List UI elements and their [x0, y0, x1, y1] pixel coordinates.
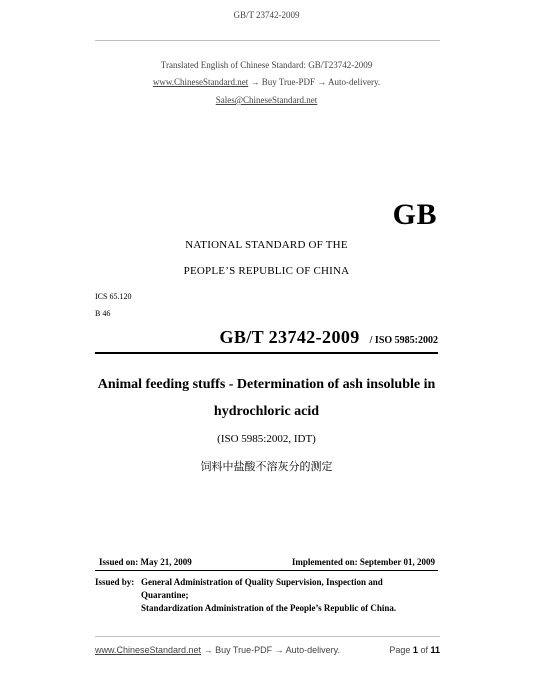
- page-indicator: [389, 645, 440, 655]
- chinese-title: 饲料中盐酸不溶灰分的测定: [200, 460, 333, 473]
- footer-site-link[interactable]: www.ChineseStandard.net: [95, 645, 202, 655]
- document-title-line2: hydrochloric acid: [213, 404, 320, 419]
- ics-code: ICS 65.120: [95, 292, 132, 301]
- document-title-line1: Animal feeding stuffs - Determination of ash insoluble in: [97, 377, 436, 392]
- translated-line: Translated English of Chinese Standard: GB/T23742-2009: [160, 60, 373, 70]
- site-link[interactable]: www.ChineseStandard.net: [152, 77, 249, 87]
- page-footer: [95, 645, 440, 655]
- gb-logo: GB: [392, 198, 437, 231]
- purchase-line: [0, 77, 533, 87]
- standard-number-block: [219, 327, 438, 348]
- iso-note: (ISO 5985:2002, IDT): [217, 433, 316, 445]
- footer-divider: [95, 636, 440, 637]
- issuer-line1: General Administration of Quality Supervision, Inspection and: [141, 577, 383, 587]
- email-link[interactable]: Sales@ChineseStandard.net: [215, 95, 318, 105]
- email-line: [0, 95, 533, 105]
- buy-text: → Buy True-PDF → Auto-delivery.: [250, 77, 381, 87]
- implemented-on-date: Implemented on: September 01, 2009: [291, 557, 435, 567]
- footer-buy-text: → Buy True-PDF → Auto-delivery.: [203, 645, 340, 655]
- standard-number: GB/T 23742-2009: [219, 327, 360, 347]
- national-standard-line2: PEOPLE’S REPUBLIC OF CHINA: [183, 265, 350, 277]
- issuer-line2: Quarantine;: [141, 590, 189, 600]
- national-standard-line1: NATIONAL STANDARD OF THE: [185, 239, 348, 251]
- issued-by-block: [95, 576, 440, 615]
- of-label: of: [420, 645, 428, 655]
- page-number: 1: [412, 645, 418, 655]
- issued-by-label: Issued by:: [95, 577, 135, 587]
- header-divider: [95, 40, 440, 41]
- issued-on-date: Issued on: May 21, 2009: [99, 557, 192, 567]
- ccs-code: B 46: [95, 309, 111, 318]
- page-label: Page: [389, 645, 411, 655]
- iso-equivalent: / ISO 5985:2002: [369, 335, 438, 346]
- issuer-line3: Standardization Administration of the People’s Republic of China.: [141, 603, 397, 613]
- issued-divider: [95, 570, 438, 571]
- page-total: 11: [430, 645, 440, 655]
- title-divider: [95, 352, 438, 354]
- running-header: GB/T 23742-2009: [233, 10, 300, 20]
